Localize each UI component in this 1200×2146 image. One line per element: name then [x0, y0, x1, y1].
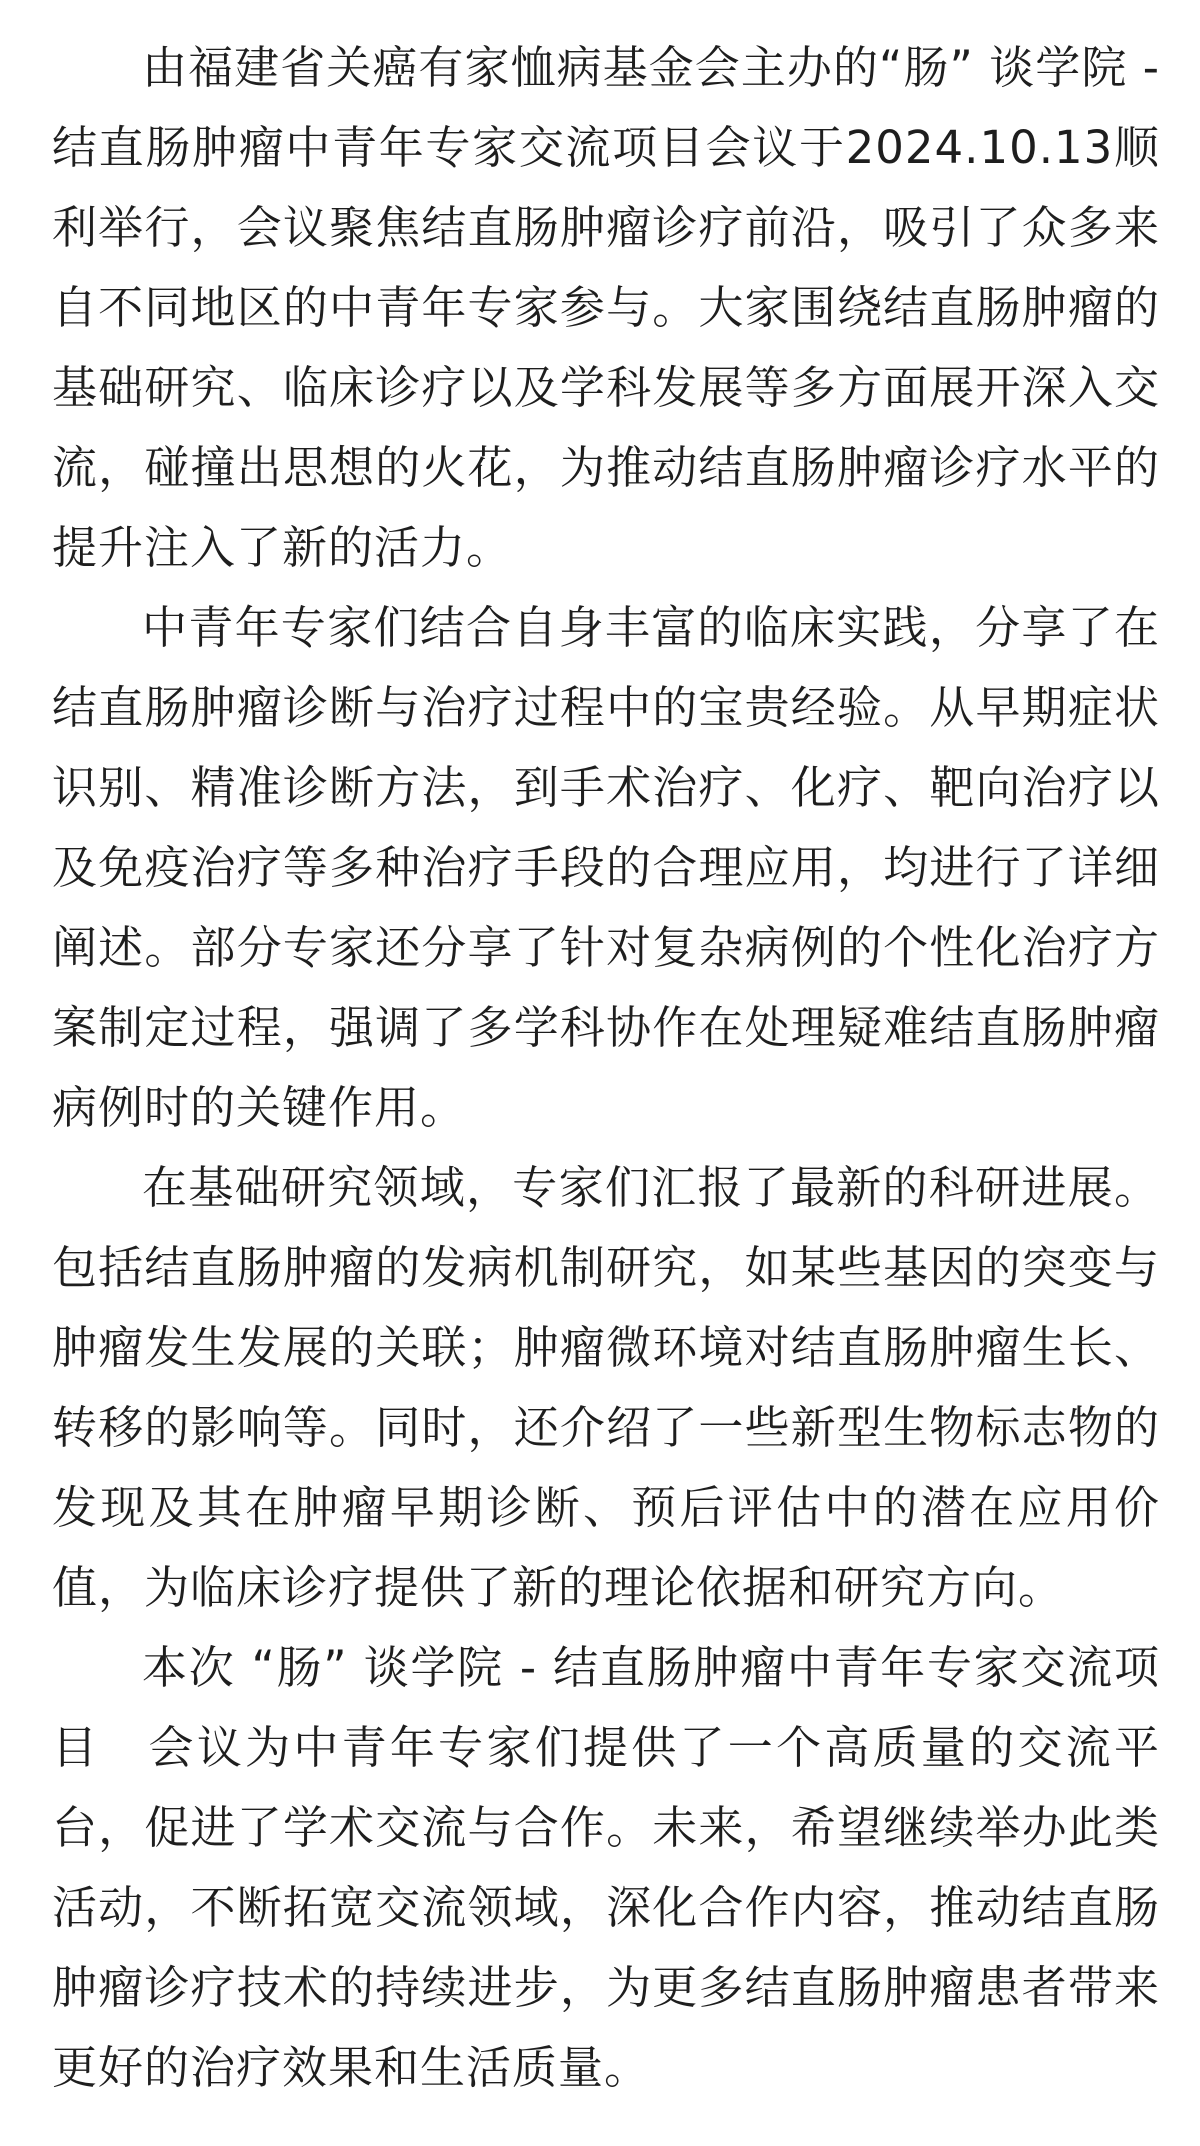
paragraph-2: 中青年专家们结合自身丰富的临床实践，分享了在结直肠肿瘤诊断与治疗过程中的宝贵经验。从早期症状识别、精准诊断方法，到手术治疗、化疗、靶向治疗以及免疫治疗等多种治疗手段的合理应用，均进行了详细阐述。部分专家还分享了针对复杂病例的个性化治疗方案制定过程，强调了多学科协作在处理疑难结直肠肿瘤病例时的关键作用。 — [52, 601, 1160, 1134]
paragraph-1: 由福建省关癌有家恤病基金会主办的“肠” 谈学院 - 结直肠肿瘤中青年专家交流项目会议于2024.10.13顺利举行，会议聚焦结直肠肿瘤诊疗前沿，吸引了众多来自不同地区的中青年专家参与。大家围绕结直肠肿瘤的基础研究、临床诊疗以及学科发展等多方面展开深入交流，碰撞出思想的火花，为推动结直肠肿瘤诊疗水平的提升注入了新的活力。 — [52, 41, 1160, 574]
paragraph-4: 本次 “肠” 谈学院 - 结直肠肿瘤中青年专家交流项目 会议为中青年专家们提供了一个高质量的交流平台，促进了学术交流与合作。未来，希望继续举办此类活动，不断拓宽交流领域，深化合作内容，推动结直肠肿瘤诊疗技术的持续进步，为更多结直肠肿瘤患者带来更好的治疗效果和生活质量。 — [52, 1641, 1160, 2094]
paragraph-3: 在基础研究领域，专家们汇报了最新的科研进展。包括结直肠肿瘤的发病机制研究，如某些基因的突变与肿瘤发生发展的关联；肿瘤微环境对结直肠肿瘤生长、转移的影响等。同时，还介绍了一些新型生物标志物的发现及其在肿瘤早期诊断、预后评估中的潜在应用价值，为临床诊疗提供了新的理论依据和研究方向。 — [52, 1161, 1160, 1614]
article-body — [52, 28, 1160, 2108]
